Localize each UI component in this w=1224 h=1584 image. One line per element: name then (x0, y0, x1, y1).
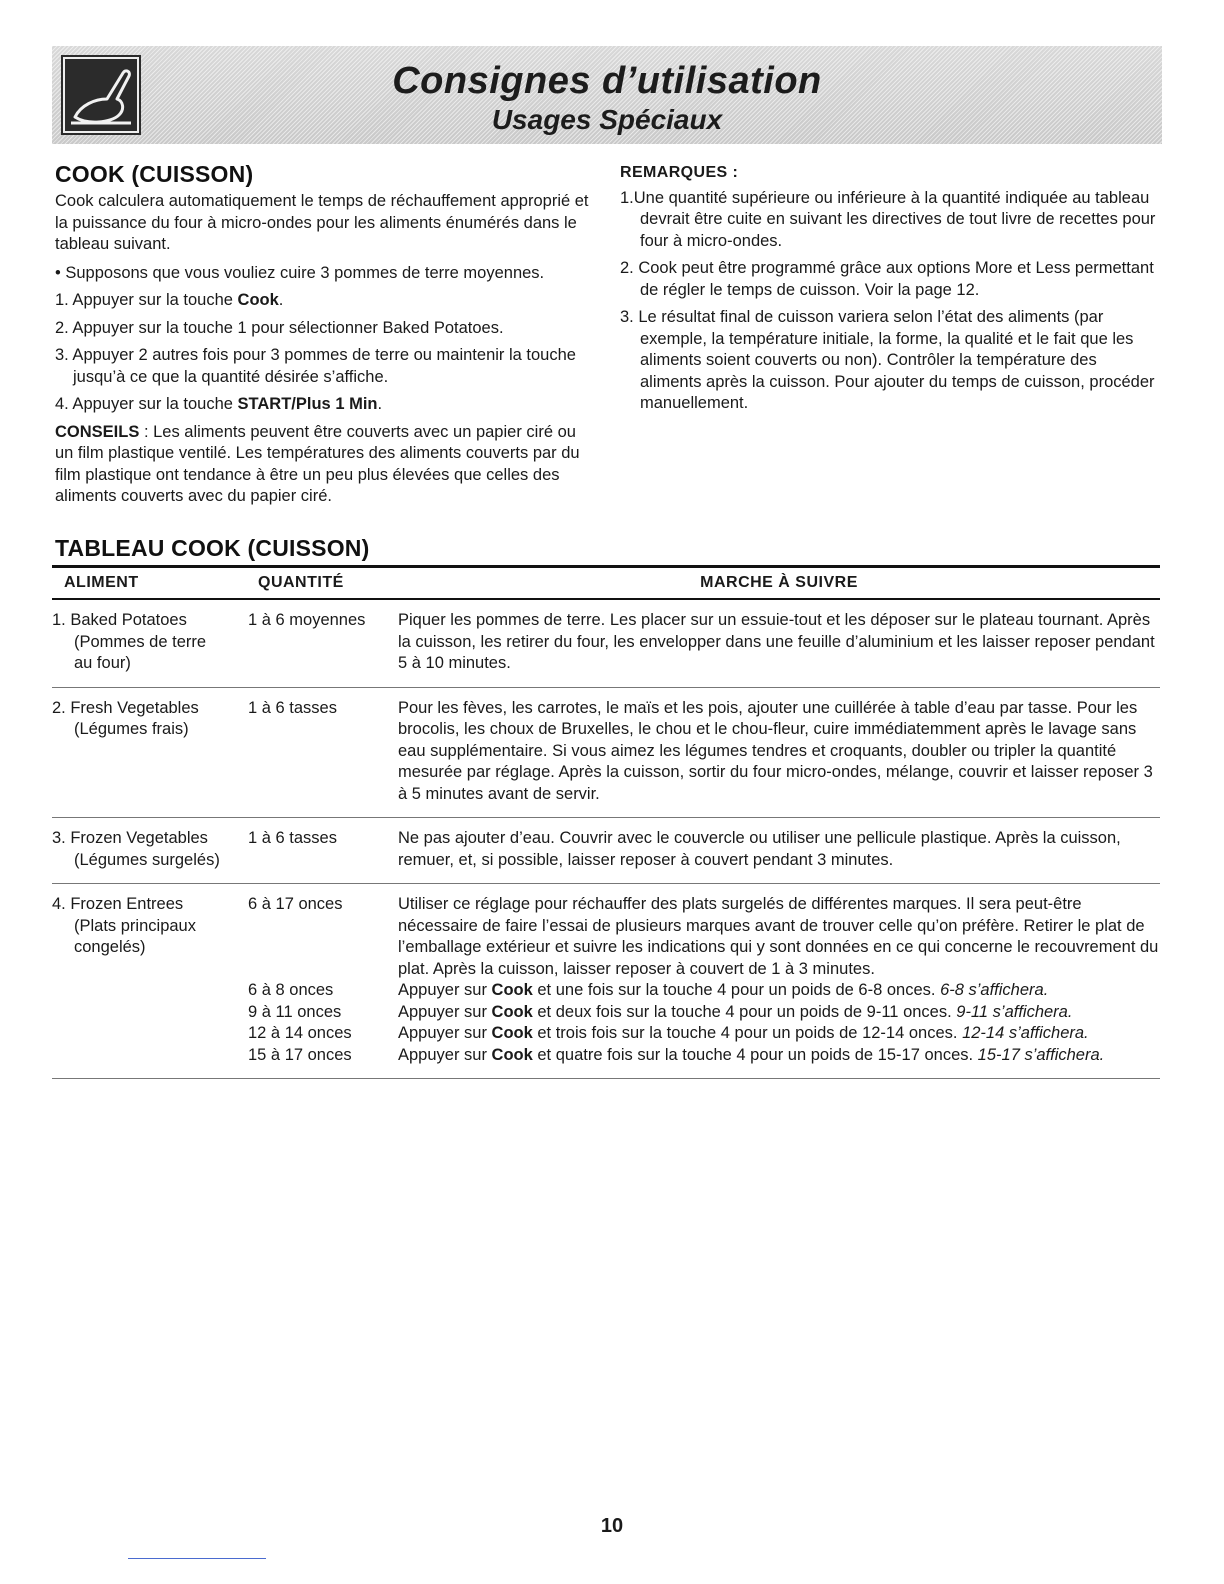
sub-row (52, 980, 1160, 1002)
cook-section (55, 191, 595, 508)
sub-row-quantity: 6 à 8 onces (248, 981, 334, 999)
cook-step-4: 4. Appuyer sur la touche START/Plus 1 Min. (55, 395, 383, 413)
row-food: 4. Frozen Entrees (Plats principaux congelés) (52, 895, 196, 956)
column-header-aliment: ALIMENT (64, 574, 139, 591)
row-food: 1. Baked Potatoes (Pommes de terre au four) (52, 611, 207, 672)
remarks-section (620, 162, 1160, 415)
table-row (52, 600, 1160, 688)
row-quantity: 1 à 6 tasses (248, 829, 337, 847)
page-number: 10 (600, 1515, 624, 1537)
remark-1: 1.Une quantité supérieure ou inférieure à la quantité indiquée au tableau devrait être cuite en suivant les directives de tout livre de recettes pour four à micro-ondes. (620, 188, 1156, 250)
row-food: 2. Fresh Vegetables (Légumes frais) (52, 698, 199, 738)
row-instructions: Ne pas ajouter d’eau. Couvrir avec le couvercle ou utiliser une pellicule plastique. Après la cuisson, remuer, et, si possible, laisser reposer à couvert pendant 3 minutes. (398, 829, 1121, 869)
sub-row (52, 1023, 1160, 1045)
footer-rule (128, 1558, 266, 1559)
cook-intro: Cook calculera automatiquement le temps de réchauffement approprié et la puissance du four à micro-ondes pour les aliments énumérés dans le tableau suivant. (55, 192, 589, 253)
row-instructions: Piquer les pommes de terre. Les placer sur un essuie-tout et les déposer sur le plateau tournant. Après la cuisson, les retirer du four, les envelopper dans une feuille d’aluminium et les laisser reposer pendant 5 à 10 minutes. (398, 611, 1155, 672)
column-header-quantite: QUANTITÉ (258, 574, 344, 591)
cook-step-2: 2. Appuyer sur la touche 1 pour sélectionner Baked Potatoes. (55, 318, 504, 337)
sub-row-quantity: 15 à 17 onces (248, 1045, 352, 1064)
cook-heading: COOK (CUISSON) (55, 161, 254, 187)
cook-bullet: • Supposons que vous vouliez cuire 3 pommes de terre moyennes. (55, 263, 545, 282)
sub-row-quantity: 9 à 11 onces (248, 1002, 342, 1021)
row-food: 3. Frozen Vegetables (Légumes surgelés) (52, 829, 220, 869)
sub-row-instructions: Appuyer sur Cook et trois fois sur la touche 4 pour un poids de 12-14 onces. 12-14 s’affichera. (398, 1024, 1089, 1042)
remark-3: 3. Le résultat final de cuisson variera selon l’état des aliments (par exemple, la température initiale, la forme, la qualité et le fait que les aliments soient couverts ou non). Contrôler la température des aliments après la cuisson. Pour ajouter du temps de cuisson, procéder manuellement. (620, 308, 1155, 412)
sub-row (52, 1045, 1160, 1067)
row-instructions: Utiliser ce réglage pour réchauffer des plats surgelés de différentes marques. Il sera peut-être nécessaire de faire l’essai de plusieurs marques avant de trouver celle qu’on préfère. Retirer le plat de l’emballage extérieur et suivre les indications qui y sont données en ce qui concerne le recouvrement du plat. Après la cuisson, laisser reposer à couvert de 1 à 3 minutes. (398, 895, 1159, 978)
row-quantity: 1 à 6 moyennes (248, 611, 366, 629)
table-row (52, 884, 1160, 1079)
table-row (52, 688, 1160, 819)
page-banner (52, 46, 1162, 144)
remark-2: 2. Cook peut être programmé grâce aux options More et Less permettant de régler le temps de cuisson. Voir la page 12. (620, 259, 1154, 299)
row-quantity: 6 à 17 onces (248, 895, 343, 913)
cook-step-3: 3. Appuyer 2 autres fois pour 3 pommes de terre ou maintenir la touche jusqu’à ce que la quantité désirée s’affiche. (55, 346, 576, 386)
banner-subtitle: Usages Spéciaux (491, 104, 723, 135)
row-quantity: 1 à 6 tasses (248, 698, 337, 717)
sub-row-instructions: Appuyer sur Cook et une fois sur la touche 4 pour un poids de 6-8 onces. 6-8 s’affichera. (398, 981, 1049, 999)
cook-table (52, 565, 1160, 1079)
cook-step-1: 1. Appuyer sur la touche Cook. (55, 291, 284, 309)
row-instructions: Pour les fèves, les carrotes, le maïs et les pois, ajouter une cuillérée à table d’eau par tasse. Pour les brocolis, les choux de Bruxelles, le chou et le chou-fleur, cuire immédiatemment après le lavage sans eau supplémentaire. Si vous aimez les légumes tendres et croquants, doubler ou tripler la quantité mesurée par réglage. Après la cuisson, sortir du four micro-ondes, mélange, couvrir et laisser reposer 3 à 5 minutes avant de servir. (398, 698, 1153, 803)
table-row (52, 818, 1160, 884)
sub-row-instructions: Appuyer sur Cook et deux fois sur la touche 4 pour un poids de 9-11 onces. 9-11 s’affichera. (398, 1002, 1073, 1021)
remarks-title: REMARQUES : (620, 164, 739, 181)
sub-row (52, 1002, 1160, 1024)
sub-row-instructions: Appuyer sur Cook et quatre fois sur la touche 4 pour un poids de 15-17 onces. 15-17 s’affichera. (398, 1045, 1105, 1064)
column-header-marche: MARCHE À SUIVRE (700, 574, 858, 591)
cook-tips: CONSEILS : Les aliments peuvent être couverts avec un papier ciré ou un film plastique ventilé. Les températures des aliments couverts par du film plastique ont tendance à être un peu plus élevées que celles des aliments couverts avec du papier ciré. (55, 422, 580, 505)
table-heading: TABLEAU COOK (CUISSON) (55, 535, 370, 561)
sub-row-quantity: 12 à 14 onces (248, 1024, 352, 1042)
banner-title: Consignes d’utilisation (392, 60, 822, 102)
table-header-row (52, 568, 1160, 600)
